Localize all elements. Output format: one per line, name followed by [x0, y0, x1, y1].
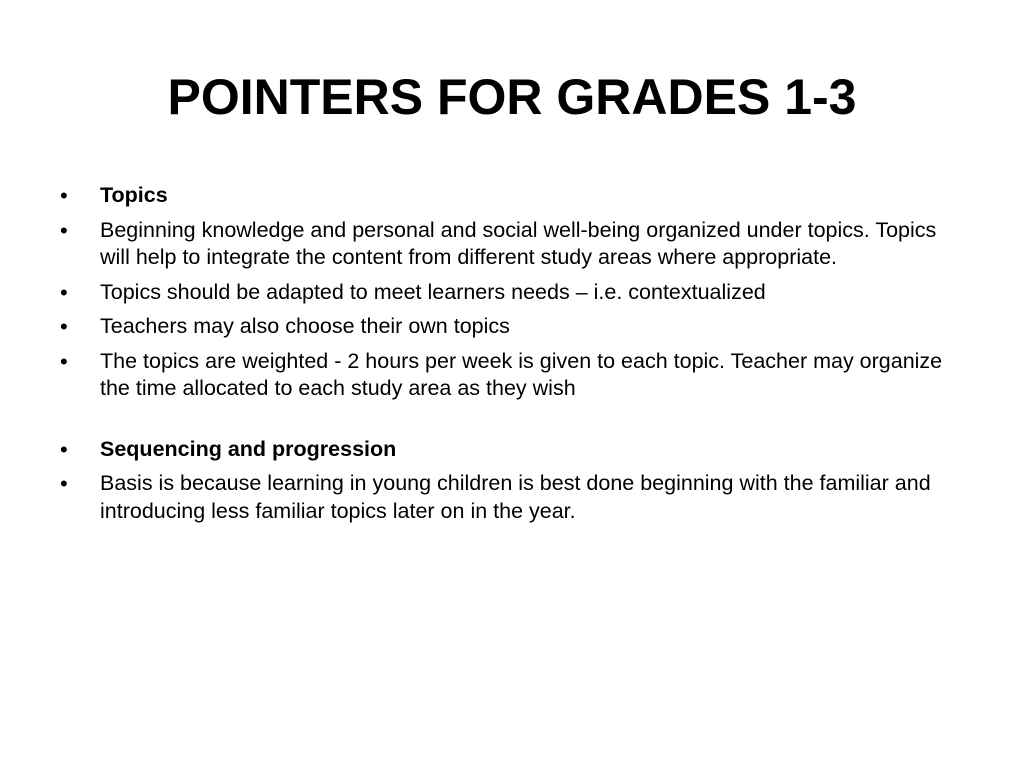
- bullet-item-beginning-knowledge: [56, 217, 966, 272]
- bullet-text: Beginning knowledge and personal and social well-being organized under topics. Topics will help to integrate the content from different study areas where appropriate.: [100, 217, 937, 269]
- bullet-item-topics-heading: [56, 182, 966, 210]
- bullet-item-basis: [56, 470, 966, 525]
- bullet-icon: •: [60, 183, 68, 208]
- bullet-icon: •: [60, 314, 68, 339]
- bullet-icon: •: [60, 471, 68, 496]
- bullet-item-weighted-topics: [56, 348, 966, 403]
- bullet-icon: •: [60, 436, 68, 462]
- bullet-icon: •: [60, 348, 68, 374]
- bullet-icon: •: [60, 217, 68, 243]
- bullet-text: Basis is because learning in young children is best done beginning with the familiar and introducing less familiar topics later on in the year.: [100, 471, 931, 523]
- bullet-list: [56, 182, 966, 532]
- bullet-item-adapted-topics: [56, 279, 966, 307]
- bullet-text: Sequencing and progression: [100, 436, 397, 461]
- bullet-item-teachers-choose: [56, 313, 966, 341]
- bullet-text: Topics should be adapted to meet learners needs – i.e. contextualized: [100, 279, 766, 304]
- bullet-icon: •: [60, 279, 68, 305]
- bullet-text: Topics: [100, 183, 168, 207]
- bullet-text: The topics are weighted - 2 hours per week is given to each topic. Teacher may organize the time allocated to each study area as they wish: [100, 348, 943, 400]
- bullet-item-sequencing-heading: [56, 436, 966, 464]
- slide-title: POINTERS FOR GRADES 1-3: [167, 69, 857, 125]
- bullet-text: Teachers may also choose their own topics: [100, 314, 510, 338]
